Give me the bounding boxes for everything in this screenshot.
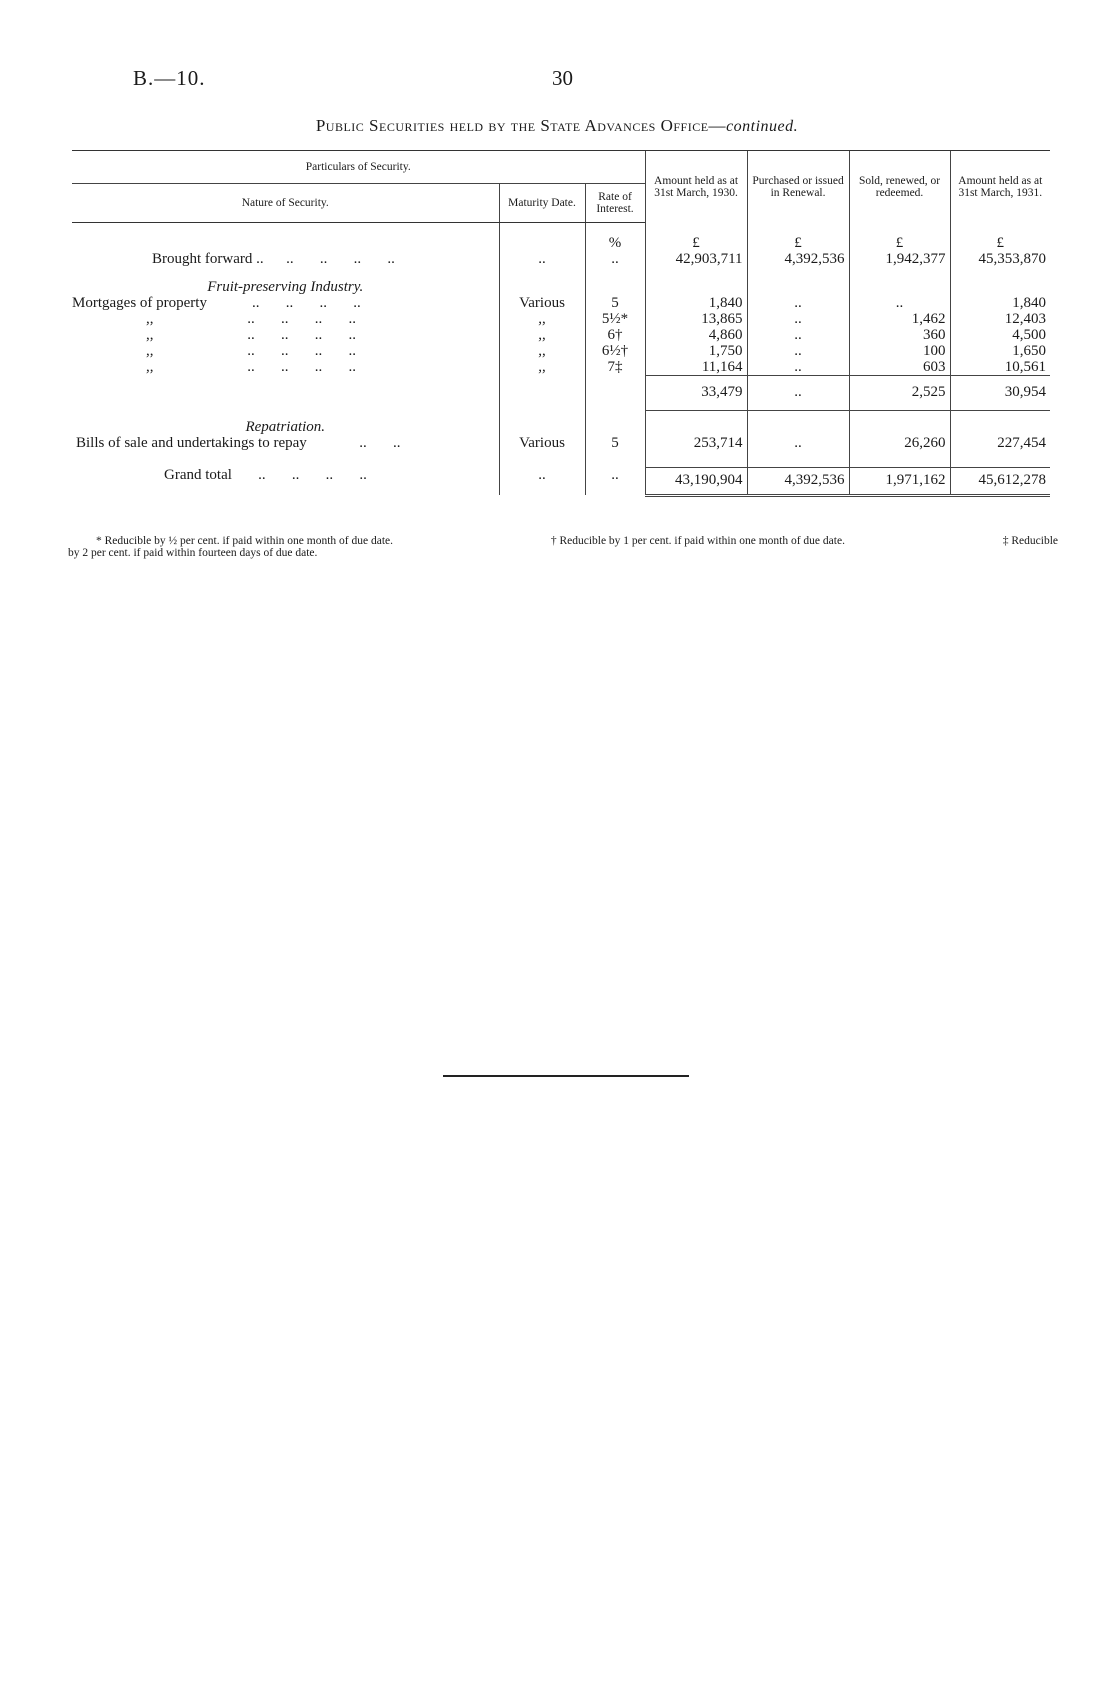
row-label: ,, .. .. .. .. [146,327,356,343]
unit-pound-1930: £ [645,223,747,252]
row-label: Brought forward .. .. .. .. .. [152,251,395,267]
unit-pound-sold: £ [849,223,950,252]
row-label: Mortgages of property .. .. .. .. [72,295,361,311]
section-heading-fruit: Fruit-preserving Industry. [207,279,364,295]
header-held-1930: Amount held as at 31st March, 1930. [645,151,747,223]
row-label: ,, .. .. .. .. [146,359,356,375]
row-label: ,, .. .. .. .. [146,311,356,327]
table-row: Brought forward .. .. .. .. .. .. .. 42,903,711 4,392,536 1,942,377 45,353,870 [72,251,1050,267]
header-purchased: Purchased or issued in Renewal. [747,151,849,223]
section-heading-repatriation: Repatriation. [245,418,326,435]
table-row: ,, .. .. .. .. ,, 5½* 13,865 .. 1,462 12,403 [72,311,1050,327]
footnotes [68,535,1058,559]
row-label: Grand total .. .. .. .. [164,467,367,483]
header-maturity: Maturity Date. [499,184,585,223]
header-rate: Rate of Interest. [585,184,645,223]
table-row: Mortgages of property .. .. .. .. Various 5 1,840 .. .. 1,840 [72,295,1050,311]
header-held-1931: Amount held as at 31st March, 1931. [950,151,1050,223]
unit-pound-purchased: £ [747,223,849,252]
footnote-ddagger: ‡ Reducible [1002,535,1058,547]
row-label: Bills of sale and undertakings to repay .. .. [76,434,401,451]
footnote-ddagger-continued: by 2 per cent. if paid within fourteen days of due date. [68,547,318,559]
header-nature: Nature of Security. [72,184,499,223]
end-rule [443,1075,689,1077]
securities-table [72,150,1050,497]
grand-total-row: Grand total .. .. .. .. .. .. 43,190,904 4,392,536 1,971,162 45,612,278 [72,467,1050,495]
page-number: 30 [552,66,573,90]
document-reference: B.—10. [133,66,206,90]
table-row: ,, .. .. .. .. ,, 6† 4,860 .. 360 4,500 [72,327,1050,343]
table-title-main: Public Securities held by the State Advances Office— [315,116,727,135]
table-row: Bills of sale and undertakings to repay .. .. Various 5 253,714 .. 26,260 227,454 [72,435,1050,451]
subtotal-row: 33,479 .. 2,525 30,954 [72,376,1050,411]
row-label: ,, .. .. .. .. [146,343,356,359]
table-row: ,, .. .. .. .. ,, 6½† 1,750 .. 100 1,650 [72,343,1050,359]
table-title [0,116,1114,136]
unit-pound-1931: £ [950,223,1050,252]
footnote-star: * Reducible by ½ per cent. if paid within one month of due date. [96,535,394,547]
table-title-suffix: continued. [726,118,799,135]
unit-percent: % [585,223,645,252]
header-particulars: Particulars of Security. [72,151,645,184]
table-row: ,, .. .. .. .. ,, 7‡ 11,164 .. 603 10,561 [72,359,1050,376]
footnote-dagger: † Reducible by 1 per cent. if paid within one month of due date. [550,535,845,547]
header-sold: Sold, renewed, or redeemed. [849,151,950,223]
